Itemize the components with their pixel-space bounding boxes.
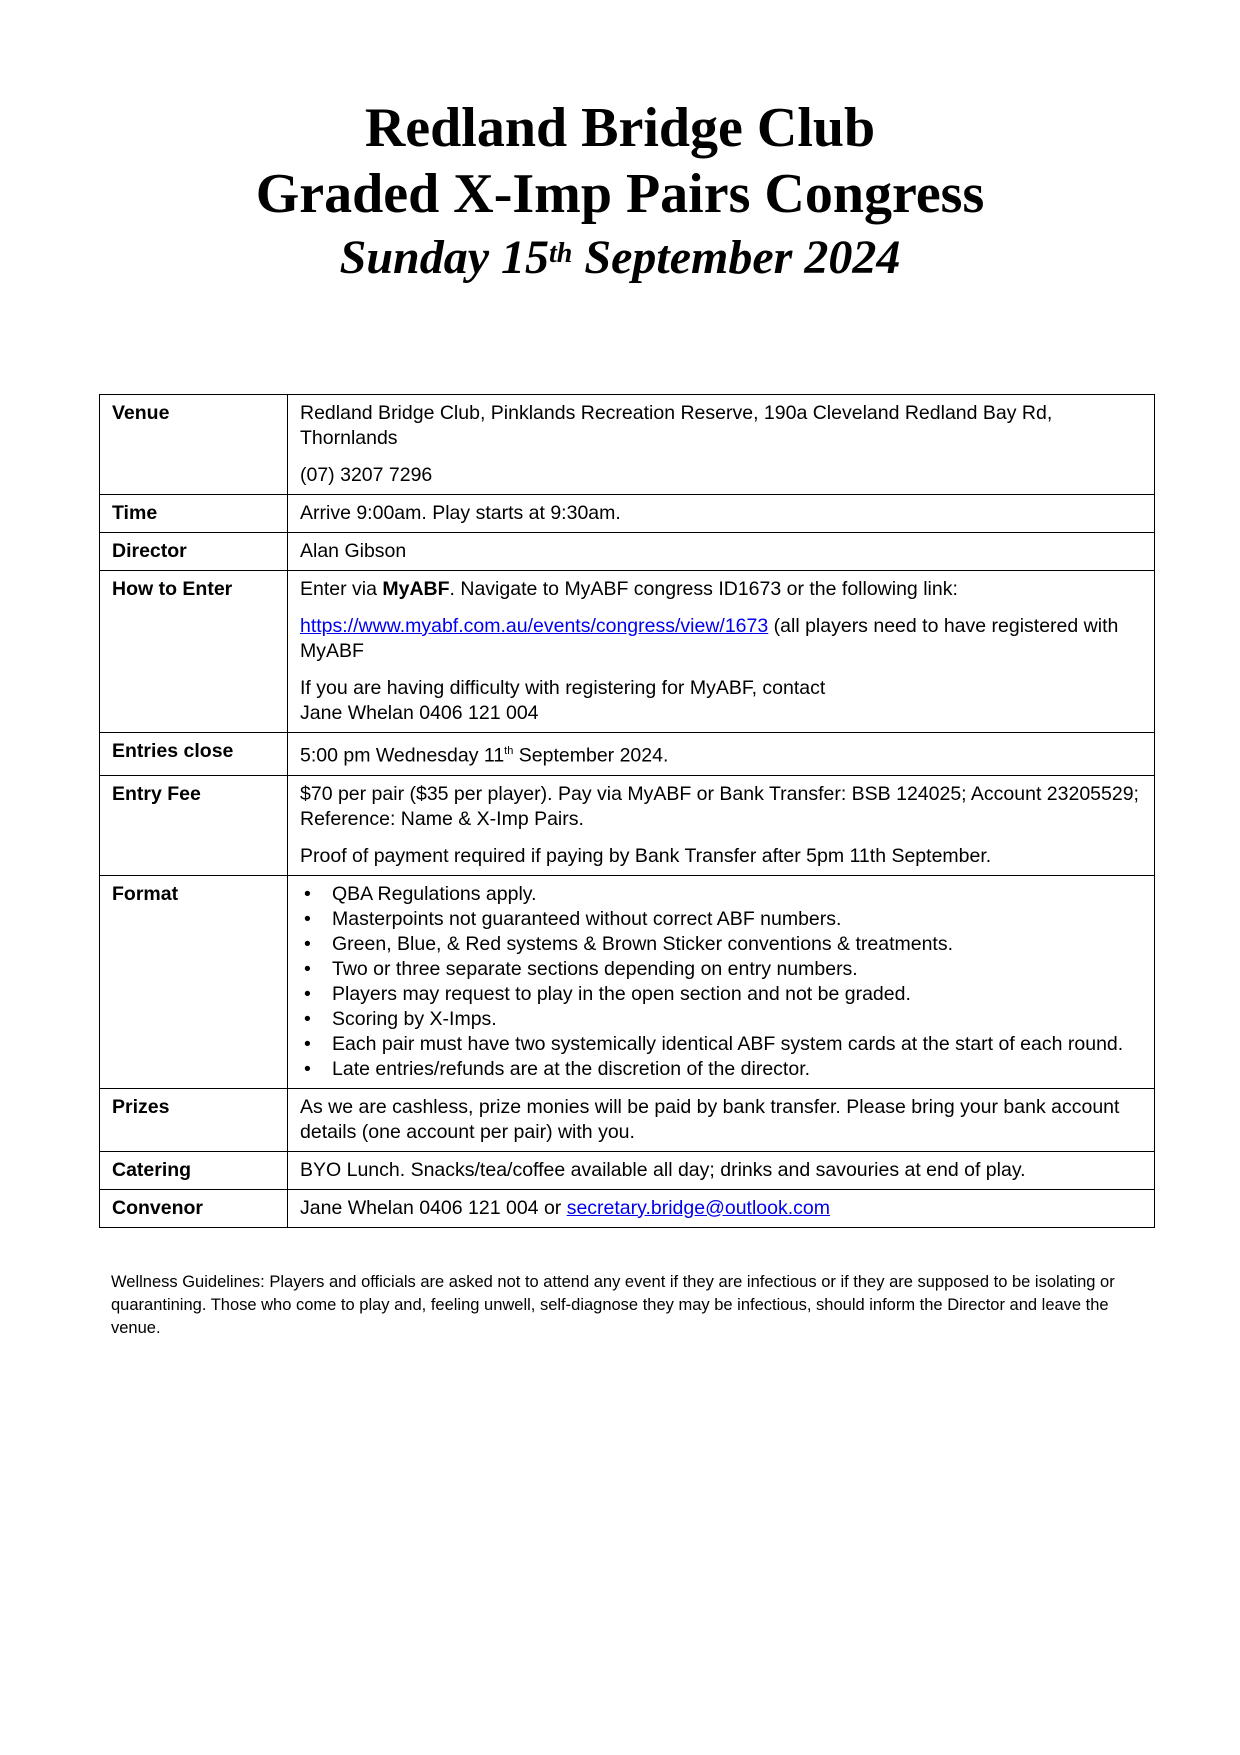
difficulty-contact-name: Jane Whelan 0406 121 004 bbox=[300, 702, 539, 724]
how-to-enter-row bbox=[100, 571, 1155, 733]
venue-value bbox=[288, 395, 1155, 495]
format-item: • QBA Regulations apply. bbox=[300, 882, 1143, 907]
wellness-guidelines: Wellness Guidelines: Players and officials are asked not to attend any event if they are infectious or if they are supposed to be isolating or quarantining. Those who come to play and, feeling unwell, self-diagnose they may be infectious, should inform the Director and leave the venue. bbox=[111, 1273, 1115, 1337]
format-row bbox=[100, 875, 1155, 1088]
registration-link-para bbox=[300, 614, 1143, 664]
venue-address: Redland Bridge Club, Pinklands Recreation Reserve, 190a Cleveland Redland Bay Rd, Thornlands bbox=[300, 402, 1053, 449]
director-value: Alan Gibson bbox=[288, 533, 1155, 571]
venue-row bbox=[100, 395, 1155, 495]
time-label: Time bbox=[100, 495, 288, 533]
format-item: • Masterpoints not guaranteed without correct ABF numbers. bbox=[300, 907, 1143, 932]
how-to-enter-text-cont: . Navigate to MyABF congress ID1673 or the following link: bbox=[449, 578, 958, 600]
director-label: Director bbox=[100, 533, 288, 571]
venue-label: Venue bbox=[100, 395, 288, 495]
entry-fee-details: $70 per pair ($35 per player). Pay via MyABF or Bank Transfer: BSB 124025; Account 23205529; Reference: Name & X-Imp Pairs. bbox=[300, 782, 1139, 830]
entries-close-label: Entries close bbox=[100, 733, 288, 776]
entries-close-suffix: th bbox=[504, 745, 514, 757]
format-item: • Green, Blue, & Red systems & Brown Sticker conventions & treatments. bbox=[300, 932, 1143, 957]
entry-fee-row bbox=[100, 775, 1155, 875]
myabf-bold: MyABF bbox=[382, 578, 450, 600]
club-title: Redland Bridge Club bbox=[364, 97, 876, 159]
entry-fee-value bbox=[288, 775, 1155, 875]
payment-proof-note: Proof of payment required if paying by Bank Transfer after 5pm 11th September. bbox=[300, 844, 992, 867]
convenor-row bbox=[100, 1189, 1155, 1227]
event-details-table bbox=[99, 394, 1155, 1228]
document-header bbox=[0, 95, 1240, 289]
congress-link[interactable]: https://www.myabf.com.au/events/congress/view/1673 bbox=[300, 615, 769, 637]
format-list bbox=[300, 882, 1143, 1082]
registration-note: (all players need to have registered with MyABF bbox=[300, 615, 1119, 662]
director-row bbox=[100, 533, 1155, 571]
format-value bbox=[288, 875, 1155, 1088]
time-value: Arrive 9:00am. Play starts at 9:30am. bbox=[288, 495, 1155, 533]
convenor-email-link[interactable]: secretary.bridge@outlook.com bbox=[566, 1196, 831, 1219]
entries-close-day: 5:00 pm Wednesday 11 bbox=[300, 744, 505, 767]
prizes-label: Prizes bbox=[100, 1088, 288, 1151]
how-to-enter-value bbox=[288, 571, 1155, 733]
catering-value: BYO Lunch. Snacks/tea/coffee available all day; drinks and savouries at end of play. bbox=[288, 1151, 1155, 1189]
difficulty-text: If you are having difficulty with registering for MyABF, contact bbox=[300, 677, 826, 699]
difficulty-contact bbox=[300, 676, 1143, 726]
format-item: • Two or three separate sections depending on entry numbers. bbox=[300, 957, 1143, 982]
format-item: • Players may request to play in the open section and not be graded. bbox=[300, 982, 1143, 1007]
entries-close-month-year: September 2024. bbox=[513, 744, 669, 767]
format-item: • Late entries/refunds are at the discretion of the director. bbox=[300, 1057, 1143, 1082]
event-date bbox=[0, 227, 1240, 289]
event-date-month-year: September 2024 bbox=[572, 231, 901, 284]
entries-close-value bbox=[288, 733, 1155, 776]
venue-phone: (07) 3207 7296 bbox=[300, 464, 433, 486]
how-to-enter-label: How to Enter bbox=[100, 571, 288, 733]
how-to-enter-text: Enter via bbox=[300, 578, 383, 600]
time-row bbox=[100, 495, 1155, 533]
catering-row bbox=[100, 1151, 1155, 1189]
catering-label: Catering bbox=[100, 1151, 288, 1189]
entries-close-row bbox=[100, 733, 1155, 776]
convenor-contact: Jane Whelan 0406 121 004 or bbox=[300, 1196, 567, 1219]
format-item: • Each pair must have two systemically identical ABF system cards at the start of each round. bbox=[300, 1032, 1143, 1057]
entry-fee-label: Entry Fee bbox=[100, 775, 288, 875]
format-label: Format bbox=[100, 875, 288, 1088]
prizes-value: As we are cashless, prize monies will be paid by bank transfer. Please bring your bank account details (one account per pair) with you. bbox=[288, 1088, 1155, 1151]
format-item: • Scoring by X-Imps. bbox=[300, 1007, 1143, 1032]
how-to-enter-instructions bbox=[300, 577, 1143, 602]
event-title: Graded X-Imp Pairs Congress bbox=[255, 163, 985, 225]
convenor-label: Convenor bbox=[100, 1189, 288, 1227]
event-date-suffix: th bbox=[549, 238, 573, 269]
convenor-value bbox=[288, 1189, 1155, 1227]
event-date-day: Sunday 15 bbox=[339, 231, 550, 284]
prizes-row bbox=[100, 1088, 1155, 1151]
